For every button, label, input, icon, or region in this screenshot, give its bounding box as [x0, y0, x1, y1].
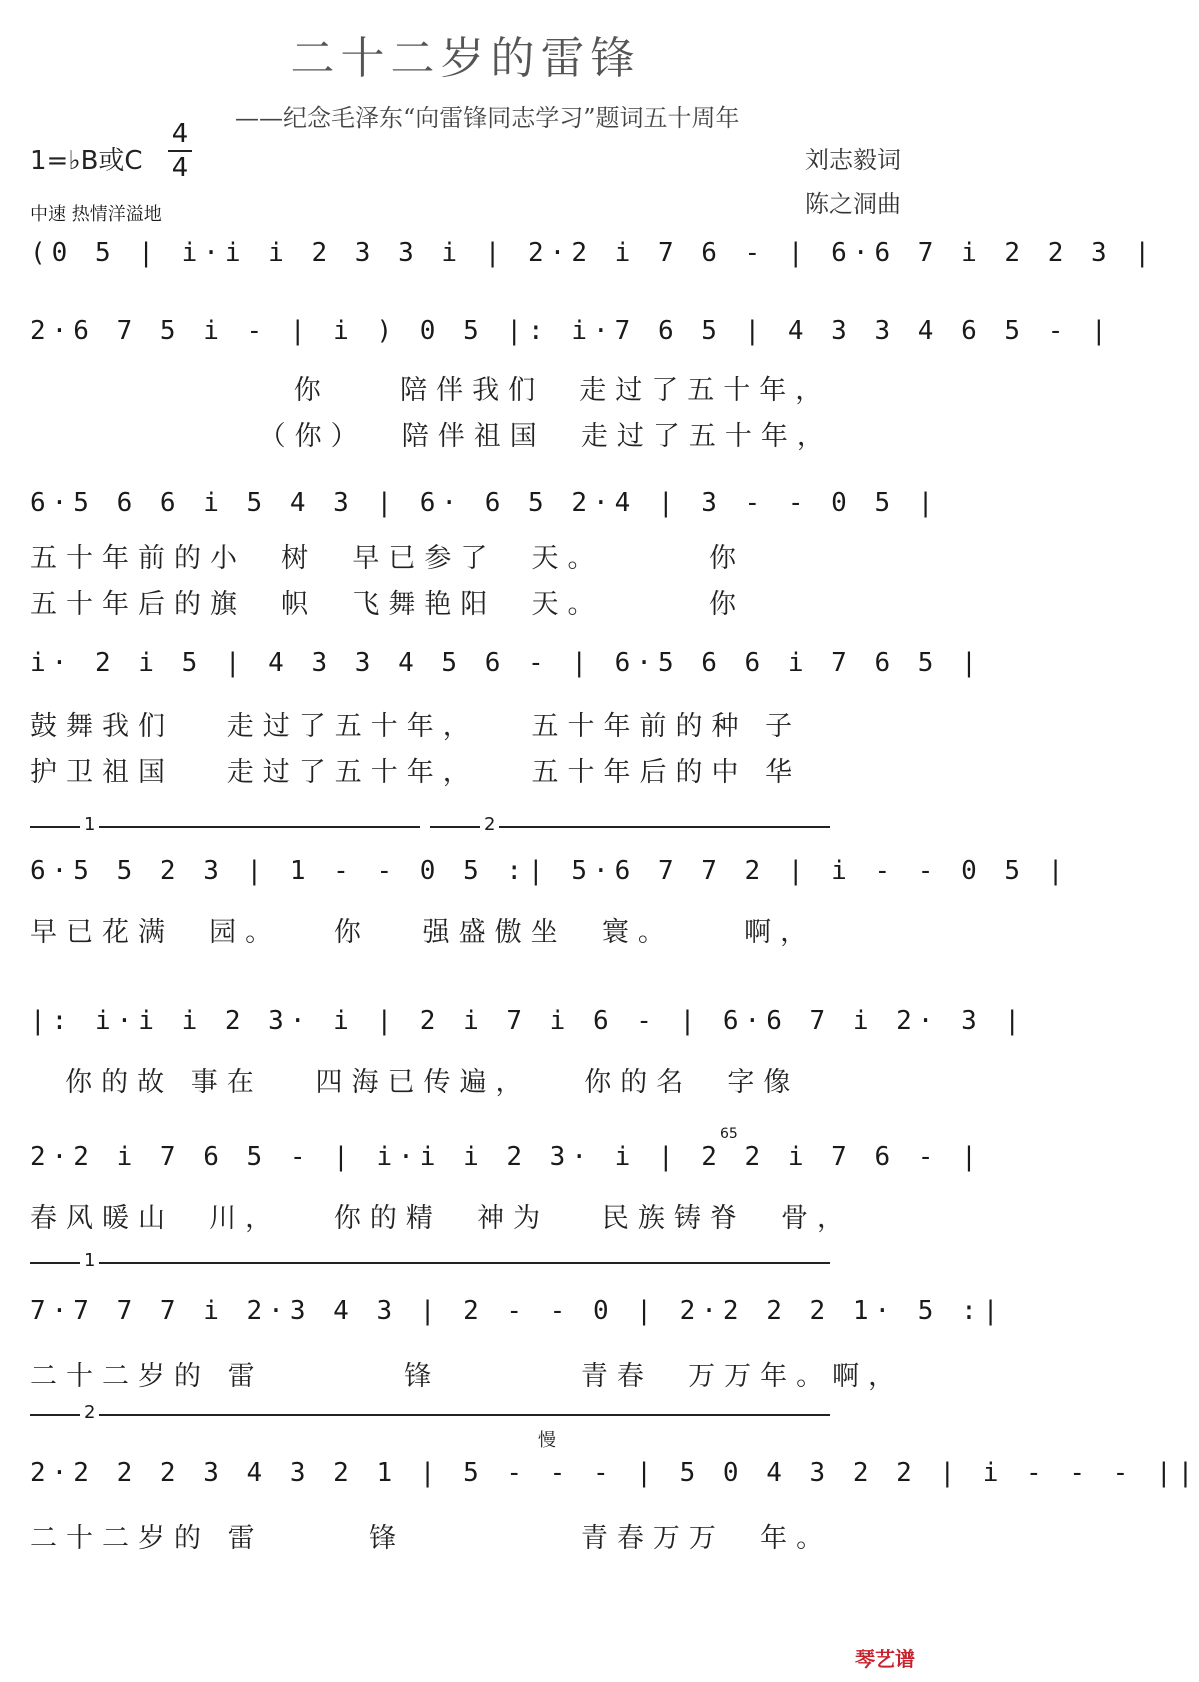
- lyric-line: 二十二岁的 雷 锋 青春 万万年。啊，: [30, 1361, 905, 1392]
- time-signature-top: 4: [168, 118, 192, 152]
- lyric-line: 二十二岁的 雷 锋 青春万万 年。: [30, 1523, 833, 1554]
- lyric-line: 你的故 事在 四海已传遍， 你的名 字像: [30, 1067, 800, 1098]
- score-row-5: [30, 856, 1070, 900]
- volta-label: 2: [480, 814, 499, 835]
- lyricist-credit: 刘志毅词: [805, 146, 901, 174]
- score-row-8: [30, 1296, 1005, 1340]
- lyric-line: 春风暖山 川， 你的精 神为 民族铸脊 骨，: [30, 1203, 853, 1234]
- lyric-line: 你 陪伴我们 走过了五十年，: [30, 375, 832, 406]
- lyric-line: （你） 陪伴祖国 走过了五十年，: [30, 421, 833, 452]
- composer-credit: 陈之洞曲: [805, 190, 901, 218]
- score-row-4: [30, 648, 983, 692]
- score-row-6: [30, 1006, 1027, 1050]
- time-signature: [168, 118, 192, 184]
- notes: 6·5 5 2 3 | 1 - - 0 5 :| 5·6 7 7 2 | i - - 0 5 |: [30, 856, 1070, 886]
- notes: 2·2 i 7 6 5 - | i·i i 2 3· i | 2 2 i 7 6 - |: [30, 1142, 983, 1172]
- volta-bracket-1: [30, 814, 420, 844]
- lyric-line: 五十年前的小 树 早已参了 天。 你: [30, 543, 745, 574]
- notes: 6·5 6 6 i 5 4 3 | 6· 6 5 2·4 | 3 - - 0 5 |: [30, 488, 940, 518]
- lyric-line: 早已花满 园。 你 强盛傲坐 寰。 啊，: [30, 917, 817, 948]
- lyric-line: 五十年后的旗 帜 飞舞艳阳 天。 你: [30, 589, 745, 620]
- volta-label: 1: [80, 1250, 99, 1271]
- lyric-line: 护卫祖国 走过了五十年， 五十年后的中 华: [30, 757, 802, 788]
- volta-label: 2: [80, 1402, 99, 1423]
- volta-label: 1: [80, 814, 99, 835]
- score-row-2: [30, 316, 1113, 360]
- score-row-9: [30, 1458, 1199, 1502]
- watermark-logo: 琴艺谱: [855, 1647, 915, 1671]
- tempo-marking: 中速 热情洋溢地: [30, 204, 162, 225]
- score-row-7: [30, 1126, 983, 1186]
- song-title: 二十二岁的雷锋: [290, 33, 641, 84]
- score-row-1: [30, 238, 1156, 282]
- time-signature-bottom: 4: [171, 153, 189, 183]
- song-subtitle: ——纪念毛泽东“向雷锋同志学习”题词五十周年: [235, 104, 740, 132]
- notes: (0 5 | i·i i 2 3 3 i | 2·2 i 7 6 - | 6·6 7 i 2 2 3 |: [30, 238, 1156, 268]
- volta-bracket-3: [30, 1250, 830, 1280]
- volta-bracket-2: [430, 814, 830, 844]
- score-row-3: [30, 488, 940, 532]
- notes: i· 2 i 5 | 4 3 3 4 5 6 - | 6·5 6 6 i 7 6 5 |: [30, 648, 983, 678]
- grace-note: 65: [720, 1126, 738, 1142]
- tempo-change: 慢: [538, 1430, 556, 1451]
- lyric-line: 鼓舞我们 走过了五十年， 五十年前的种 子: [30, 711, 802, 742]
- notes: 7·7 7 7 i 2·3 4 3 | 2 - - 0 | 2·2 2 2 1· 5 :|: [30, 1296, 1005, 1326]
- notes: 2·6 7 5 i - | i ) 0 5 |: i·7 6 5 | 4 3 3 4 6 5 - |: [30, 316, 1113, 346]
- volta-bracket-4: [30, 1402, 830, 1432]
- notes: 2·2 2 2 3 4 3 2 1 | 5 - - - | 5 0 4 3 2 2 | i - - - ||: [30, 1458, 1199, 1488]
- notes: |: i·i i 2 3· i | 2 i 7 i 6 - | 6·6 7 i 2· 3 |: [30, 1006, 1027, 1036]
- key-signature: 1=♭B或C: [30, 146, 143, 176]
